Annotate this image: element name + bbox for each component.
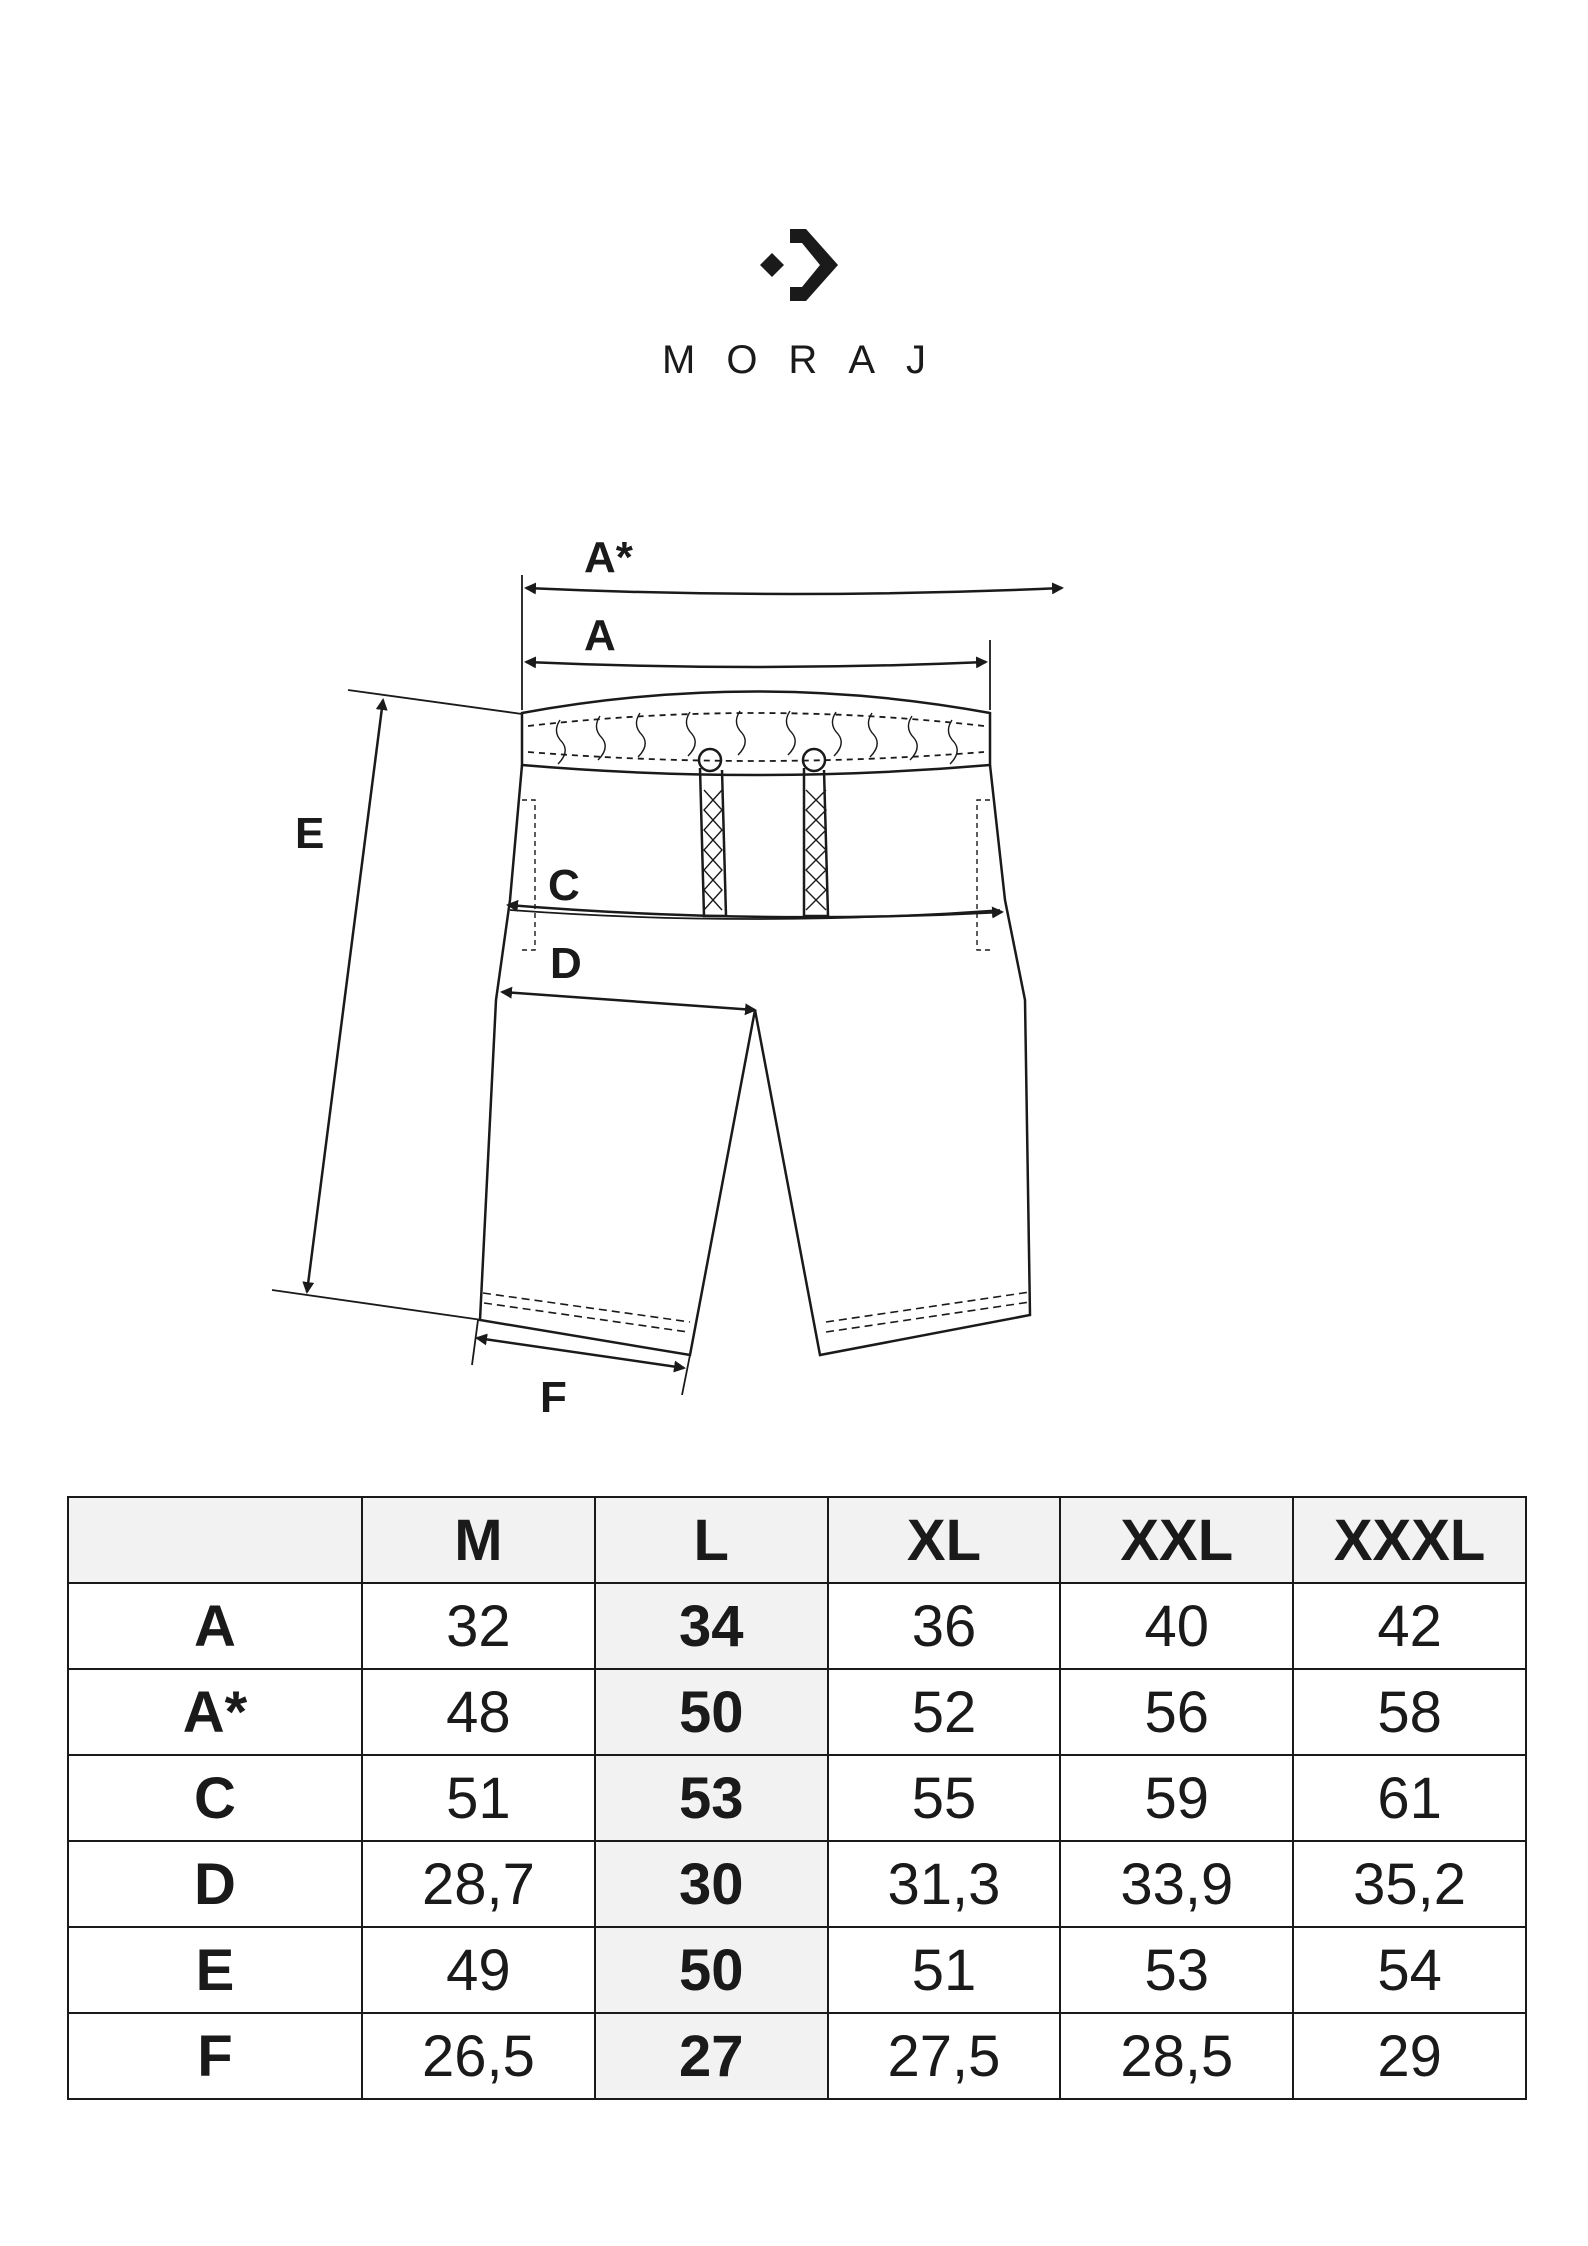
table-cell-highlight: 34 — [595, 1583, 828, 1669]
table-row — [68, 1927, 1526, 2013]
table-cell: 33,9 — [1060, 1841, 1293, 1927]
table-cell: 42 — [1293, 1583, 1526, 1669]
label-a: A — [584, 611, 616, 660]
table-header-row — [68, 1497, 1526, 1583]
dimension-d-arrow — [502, 992, 755, 1010]
label-d: D — [550, 939, 582, 988]
label-c: C — [548, 861, 580, 910]
row-label: A — [68, 1583, 362, 1669]
table-cell: 27,5 — [828, 2013, 1061, 2099]
dimension-lines — [272, 575, 1062, 1395]
row-label: F — [68, 2013, 362, 2099]
label-f: F — [540, 1373, 567, 1422]
table-cell: 58 — [1293, 1669, 1526, 1755]
header-cell-size: M — [362, 1497, 595, 1583]
label-e: E — [295, 809, 325, 858]
table-cell: 53 — [1060, 1927, 1293, 2013]
header-cell-empty — [68, 1497, 362, 1583]
table-cell-highlight: 27 — [595, 2013, 828, 2099]
table-cell: 29 — [1293, 2013, 1526, 2099]
header-cell-size: XXL — [1060, 1497, 1293, 1583]
table-cell: 28,7 — [362, 1841, 595, 1927]
table-cell: 28,5 — [1060, 2013, 1293, 2099]
table-row — [68, 1755, 1526, 1841]
table-cell-highlight: 53 — [595, 1755, 828, 1841]
table-cell: 26,5 — [362, 2013, 595, 2099]
table-cell: 56 — [1060, 1669, 1293, 1755]
row-label: D — [68, 1841, 362, 1927]
table-cell: 54 — [1293, 1927, 1526, 2013]
table-cell: 36 — [828, 1583, 1061, 1669]
header-cell-size: XXXL — [1293, 1497, 1526, 1583]
dimension-f-arrow — [477, 1338, 684, 1368]
table-cell: 59 — [1060, 1755, 1293, 1841]
table-cell-highlight: 50 — [595, 1669, 828, 1755]
size-chart-table — [67, 1496, 1527, 2100]
table-cell: 55 — [828, 1755, 1061, 1841]
table-cell: 31,3 — [828, 1841, 1061, 1927]
table-cell: 49 — [362, 1927, 595, 2013]
table-cell-highlight: 50 — [595, 1927, 828, 2013]
table-cell: 35,2 — [1293, 1841, 1526, 1927]
table-cell: 32 — [362, 1583, 595, 1669]
dimension-a-arrow — [526, 662, 986, 667]
table-row — [68, 1841, 1526, 1927]
brand-name: MORAJ — [662, 338, 957, 382]
header-cell-size: XL — [828, 1497, 1061, 1583]
table-cell-highlight: 30 — [595, 1841, 828, 1927]
header-cell-size: L — [595, 1497, 828, 1583]
table-cell: 52 — [828, 1669, 1061, 1755]
table-cell: 48 — [362, 1669, 595, 1755]
table-row — [68, 1669, 1526, 1755]
table-cell: 40 — [1060, 1583, 1293, 1669]
row-label: C — [68, 1755, 362, 1841]
label-a-star: A* — [584, 533, 633, 582]
table-row — [68, 1583, 1526, 1669]
table-cell: 51 — [362, 1755, 595, 1841]
dimension-e-arrow — [307, 700, 383, 1292]
table-cell: 61 — [1293, 1755, 1526, 1841]
row-label: A* — [68, 1669, 362, 1755]
dimension-a-star-arrow — [526, 588, 1062, 594]
table-row — [68, 2013, 1526, 2099]
table-cell: 51 — [828, 1927, 1061, 2013]
row-label: E — [68, 1927, 362, 2013]
shorts-outline — [480, 692, 1030, 1356]
